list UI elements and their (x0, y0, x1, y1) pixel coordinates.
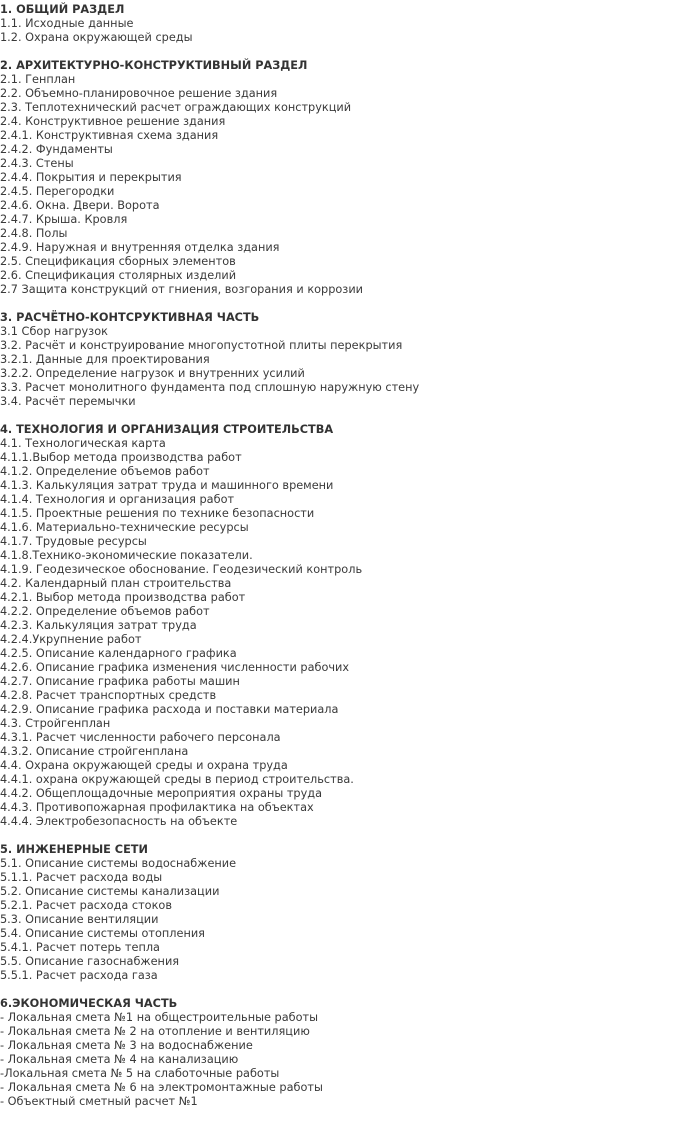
section-technology (0, 423, 700, 829)
list-item: 4.4. Охрана окружающей среды и охрана труда (0, 759, 288, 772)
list-item: 2.7 Защита конструкций от гниения, возгорания и коррозии (0, 283, 364, 296)
list-item: 2.4.4. Покрытия и перекрытия (0, 171, 182, 184)
list-item: - Объектный сметный расчет №1 (0, 1095, 198, 1108)
list-item: 5.5. Описание газоснабжения (0, 955, 180, 968)
list-item: 2.4.6. Окна. Двери. Ворота (0, 199, 160, 212)
list-item: - Локальная смета № 6 на электромонтажные работы (0, 1081, 323, 1094)
list-item: 4.2.7. Описание графика работы машин (0, 675, 240, 688)
list-item: 4.3.2. Описание стройгенплана (0, 745, 189, 758)
list-item: 4.2.4.Укрупнение работ (0, 633, 142, 646)
section-title: 1. ОБЩИЙ РАЗДЕЛ (0, 3, 125, 16)
list-item: 3.3. Расчет монолитного фундамента под сплошную наружную стену (0, 381, 420, 394)
list-item: 4.1.7. Трудовые ресурсы (0, 535, 147, 548)
list-item: 5.4. Описание системы отопления (0, 927, 205, 940)
list-item: 5.1. Описание системы водоснабжение (0, 857, 237, 870)
list-item: 4.1.1.Выбор метода производства работ (0, 451, 242, 464)
list-item: 2.1. Генплан (0, 73, 76, 86)
list-item: 4.2.9. Описание графика расхода и поставки материала (0, 703, 339, 716)
list-item: -Локальная смета № 5 на слаботочные работы (0, 1067, 280, 1080)
list-item: 2.4.5. Перегородки (0, 185, 115, 198)
list-item: 3.4. Расчёт перемычки (0, 395, 136, 408)
list-item: 2.4.2. Фундаменты (0, 143, 113, 156)
section-engineering-networks (0, 843, 700, 983)
list-item: 5.1.1. Расчет расхода воды (0, 871, 163, 884)
list-item: 4.2.5. Описание календарного графика (0, 647, 237, 660)
list-item: 4.2.1. Выбор метода производства работ (0, 591, 246, 604)
list-item: 2.4.9. Наружная и внутренняя отделка здания (0, 241, 280, 254)
list-item: 5.2.1. Расчет расхода стоков (0, 899, 172, 912)
section-title: 6.ЭКОНОМИЧЕСКАЯ ЧАСТЬ (0, 997, 178, 1010)
list-item: 3.2.1. Данные для проектирования (0, 353, 210, 366)
list-item: 4.3.1. Расчет численности рабочего персонала (0, 731, 281, 744)
section-title: 2. АРХИТЕКТУРНО-КОНСТРУКТИВНЫЙ РАЗДЕЛ (0, 59, 308, 72)
list-item: - Локальная смета № 2 на отопление и вентиляцию (0, 1025, 310, 1038)
section-economic (0, 997, 700, 1109)
list-item: 5.5.1. Расчет расхода газа (0, 969, 158, 982)
list-item: 2.6. Спецификация столярных изделий (0, 269, 237, 282)
list-item: 4.1.9. Геодезическое обоснование. Геодезический контроль (0, 563, 363, 576)
list-item: 4.2.2. Определение объемов работ (0, 605, 210, 618)
list-item: - Локальная смета №1 на общестроительные работы (0, 1011, 319, 1024)
list-item: 4.4.4. Электробезопасность на объекте (0, 815, 238, 828)
list-item: 4.1.8.Технико-экономические показатели. (0, 549, 253, 562)
list-item: 4.3. Стройгенплан (0, 717, 111, 730)
list-item: 2.4.8. Полы (0, 227, 68, 240)
list-item: 2.4.1. Конструктивная схема здания (0, 129, 219, 142)
section-title: 3. РАСЧЁТНО-КОНТСРУКТИВНАЯ ЧАСТЬ (0, 311, 260, 324)
list-item: 4.1.6. Материально-технические ресурсы (0, 521, 249, 534)
list-item: 2.4.7. Крыша. Кровля (0, 213, 128, 226)
list-item: 4.4.3. Противопожарная профилактика на объектах (0, 801, 314, 814)
list-item: - Локальная смета № 3 на водоснабжение (0, 1039, 253, 1052)
list-item: 1.2. Охрана окружающей среды (0, 31, 193, 44)
list-item: 4.2.6. Описание графика изменения численности рабочих (0, 661, 350, 674)
list-item: 4.1.2. Определение объемов работ (0, 465, 210, 478)
list-item: 4.1.5. Проектные решения по технике безопасности (0, 507, 315, 520)
section-architectural (0, 59, 700, 297)
section-title: 5. ИНЖЕНЕРНЫЕ СЕТИ (0, 843, 148, 856)
list-item: 2.5. Спецификация сборных элементов (0, 255, 236, 268)
list-item: 3.1 Сбор нагрузок (0, 325, 108, 338)
list-item: 4.1. Технологическая карта (0, 437, 166, 450)
list-item: 1.1. Исходные данные (0, 17, 134, 30)
section-general (0, 3, 700, 45)
list-item: 4.4.1. охрана окружающей среды в период строительства. (0, 773, 354, 786)
list-item: 2.4.3. Стены (0, 157, 74, 170)
list-item: 3.2. Расчёт и конструирование многопустотной плиты перекрытия (0, 339, 403, 352)
list-item: - Локальная смета № 4 на канализацию (0, 1053, 239, 1066)
list-item: 5.3. Описание вентиляции (0, 913, 159, 926)
document-content (0, 3, 700, 1123)
section-calculation (0, 311, 700, 409)
list-item: 4.1.3. Калькуляция затрат труда и машинного времени (0, 479, 334, 492)
list-item: 4.2. Календарный план строительства (0, 577, 232, 590)
section-title: 4. ТЕХНОЛОГИЯ И ОРГАНИЗАЦИЯ СТРОИТЕЛЬСТВА (0, 423, 334, 436)
list-item: 2.2. Объемно-планировочное решение здания (0, 87, 278, 100)
list-item: 4.1.4. Технология и организация работ (0, 493, 235, 506)
list-item: 4.4.2. Общеплощадочные мероприятия охраны труда (0, 787, 323, 800)
list-item: 4.2.8. Расчет транспортных средств (0, 689, 217, 702)
list-item: 4.2.3. Калькуляция затрат труда (0, 619, 197, 632)
list-item: 3.2.2. Определение нагрузок и внутренних усилий (0, 367, 305, 380)
list-item: 2.3. Теплотехнический расчет ограждающих конструкций (0, 101, 352, 114)
list-item: 5.2. Описание системы канализации (0, 885, 220, 898)
list-item: 2.4. Конструктивное решение здания (0, 115, 226, 128)
list-item: 5.4.1. Расчет потерь тепла (0, 941, 160, 954)
